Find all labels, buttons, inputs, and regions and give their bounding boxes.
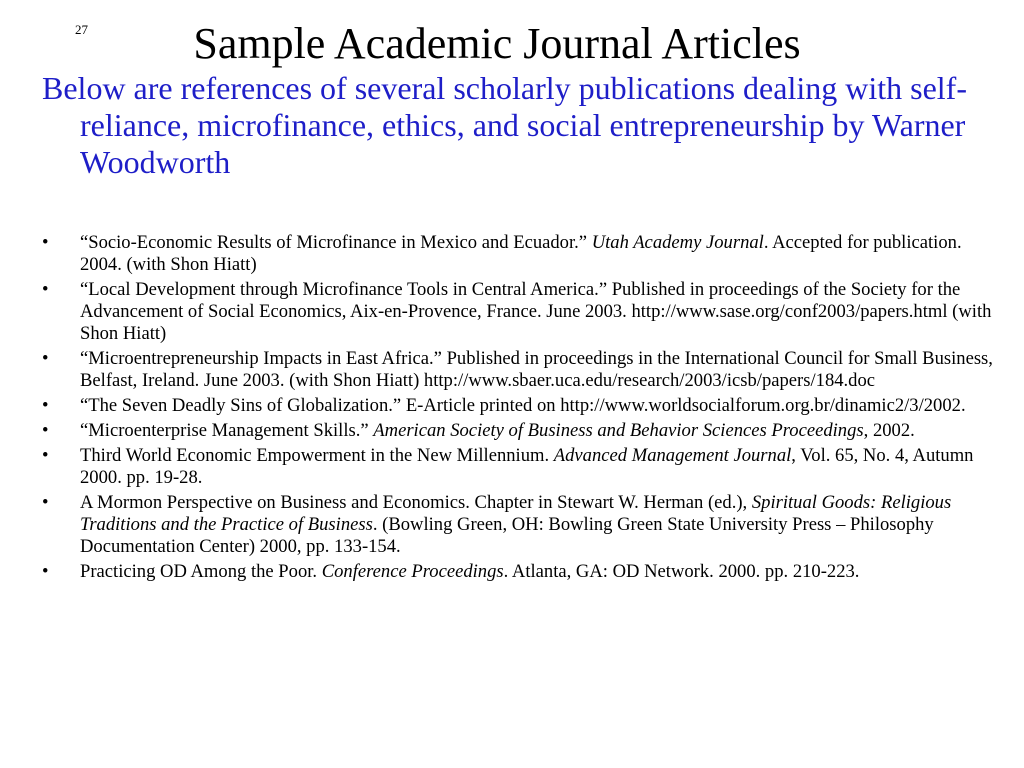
reference-text: A Mormon Perspective on Business and Economics. Chapter in Stewart W. Herman (ed.),	[80, 492, 752, 513]
reference-text: Practicing OD Among the Poor.	[80, 561, 322, 582]
reference-text: “The Seven Deadly Sins of Globalization.” E-Article printed on http://www.worldsocialforum.org.br/dinamic2/3/2002.	[80, 395, 966, 416]
reference-list	[42, 232, 1002, 586]
slide-title: Sample Academic Journal Articles	[193, 19, 801, 68]
reference-text: Third World Economic Empowerment in the New Millennium.	[80, 445, 554, 466]
reference-journal: Conference Proceedings	[321, 561, 504, 582]
reference-text: “Local Development through Microfinance Tools in Central America.” Published in proceedings of the Society for the Advancement of Social Economics, Aix-en-Provence, France. June 2003. http://www.sase.org/conf2003/papers.html (with Shon Hiatt)	[80, 279, 992, 344]
reference-journal: American Society of Business and Behavior Sciences Proceedings	[373, 420, 864, 441]
reference-text: “Socio-Economic Results of Microfinance in Mexico and Ecuador.”	[80, 232, 592, 253]
reference-text: , 2002.	[863, 420, 915, 441]
reference-text: . (Bowling Green, OH: Bowling Green State University Press – Philosophy Documentation Center) 2000, pp. 133-154.	[80, 514, 934, 557]
reference-item	[42, 420, 1002, 442]
reference-journal: Spiritual Goods: Religious Traditions and the Practice of Business	[80, 492, 952, 535]
reference-item	[42, 561, 1002, 583]
reference-text: “Microenterprise Management Skills.”	[80, 420, 374, 441]
reference-journal: Utah Academy Journal	[591, 232, 764, 253]
reference-text: . Accepted for publication. 2004. (with Shon Hiatt)	[80, 232, 962, 275]
intro-text: Below are references of several scholarly publications dealing with self-reliance, microfinance, ethics, and social entrepreneurship by Warner Woodworth	[42, 70, 967, 180]
slide-number: 27	[75, 22, 88, 37]
reference-text: . Atlanta, GA: OD Network. 2000. pp. 210-223.	[503, 561, 860, 582]
reference-text: , Vol. 65, No. 4, Autumn 2000. pp. 19-28.	[80, 445, 974, 488]
reference-item	[42, 395, 1002, 417]
reference-text: “Microentrepreneurship Impacts in East Africa.” Published in proceedings in the International Council for Small Business, Belfast, Ireland. June 2003. (with Shon Hiatt) http://www.sbaer.uca.edu/research/2003/icsb/papers/184.doc	[80, 348, 993, 391]
reference-item	[42, 492, 1002, 558]
reference-item	[42, 279, 1002, 345]
reference-item	[42, 348, 1002, 392]
reference-item	[42, 445, 1002, 489]
reference-journal: Advanced Management Journal	[553, 445, 792, 466]
reference-item	[42, 232, 1002, 276]
